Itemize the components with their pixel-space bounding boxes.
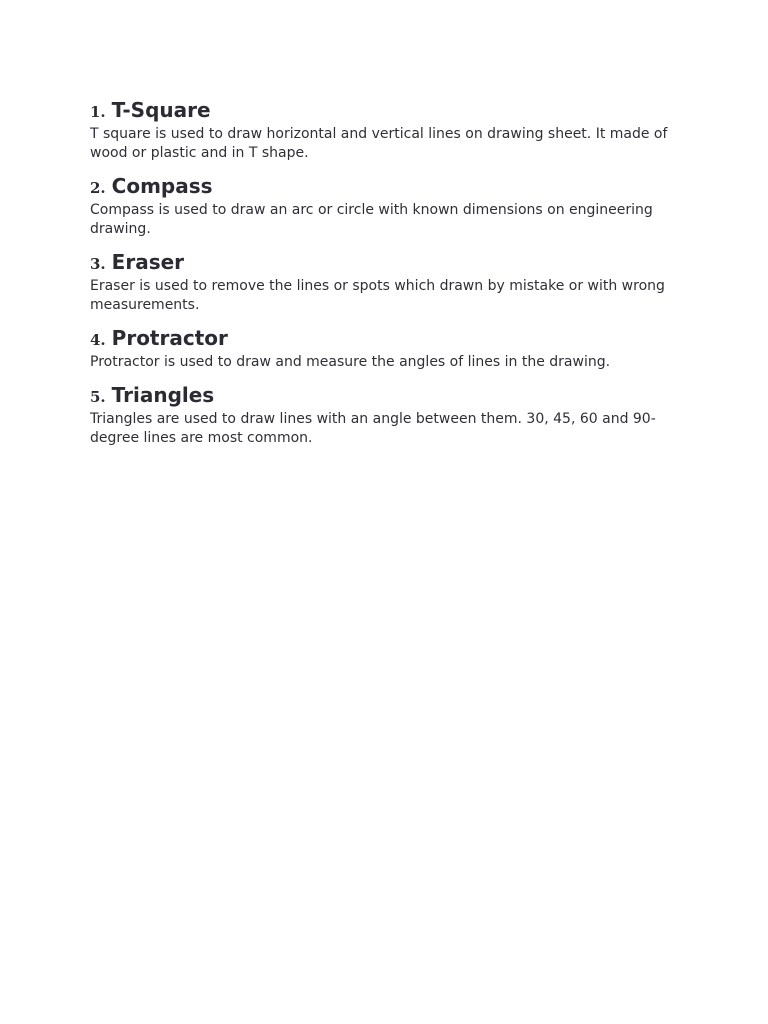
item-heading — [90, 325, 690, 353]
item-number: 2. — [90, 179, 106, 197]
item-title: T-Square — [111, 98, 211, 122]
list-item-protractor — [90, 325, 690, 372]
item-heading — [90, 173, 690, 201]
item-title: Protractor — [111, 326, 228, 350]
item-description: Eraser is used to remove the lines or spots which drawn by mistake or with wrong measurements. — [90, 278, 665, 313]
item-description: T square is used to draw horizontal and vertical lines on drawing sheet. It made of wood or plastic and in T shape. — [90, 126, 668, 161]
item-description: Triangles are used to draw lines with an angle between them. 30, 45, 60 and 90-degree lines are most common. — [90, 411, 656, 446]
item-description: Compass is used to draw an arc or circle with known dimensions on engineering drawing. — [90, 202, 653, 237]
item-title: Triangles — [111, 383, 215, 407]
list-item-t-square — [90, 97, 690, 163]
item-heading — [90, 382, 690, 410]
item-number: 3. — [90, 255, 106, 273]
item-title: Compass — [111, 174, 213, 198]
document-body — [90, 97, 690, 458]
item-number: 5. — [90, 388, 106, 406]
list-item-compass — [90, 173, 690, 239]
item-number: 4. — [90, 331, 106, 349]
item-heading — [90, 249, 690, 277]
list-item-triangles — [90, 382, 690, 448]
item-title: Eraser — [111, 250, 185, 274]
item-number: 1. — [90, 103, 106, 121]
list-item-eraser — [90, 249, 690, 315]
item-description: Protractor is used to draw and measure the angles of lines in the drawing. — [90, 354, 611, 370]
item-heading — [90, 97, 690, 125]
